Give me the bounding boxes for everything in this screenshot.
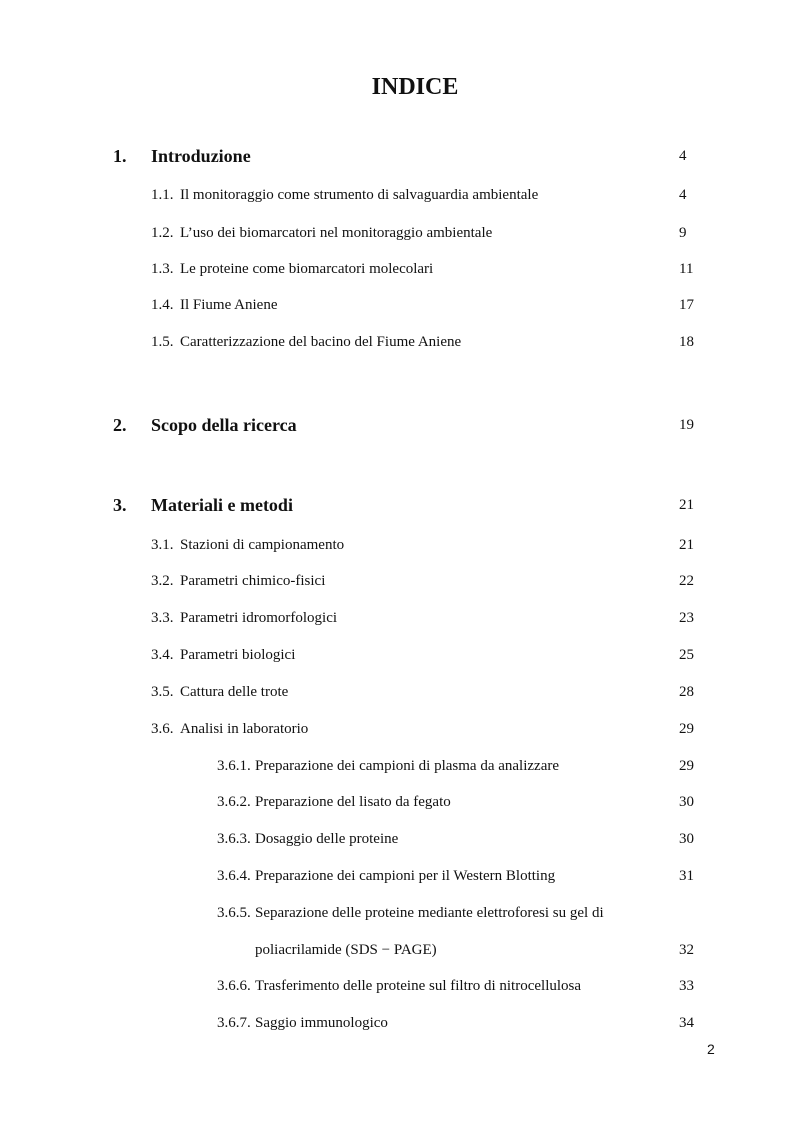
page-ref: 11 [679, 261, 694, 277]
section-title: Parametri biologici [180, 647, 296, 663]
page-ref: 9 [679, 225, 687, 241]
subsection-number: 3.6.6. [217, 978, 251, 994]
section-title: L’uso dei biomarcatori nel monitoraggio ambientale [180, 225, 493, 241]
subsection-number: 3.6.1. [217, 758, 251, 774]
page-ref: 17 [679, 297, 694, 313]
section-title: Parametri idromorfologici [180, 610, 338, 626]
subsection-number: 3.6.3. [217, 831, 251, 847]
chapter-number: 3. [113, 495, 127, 515]
subsection-number: 3.6.2. [217, 794, 251, 810]
section-number: 3.5. [151, 684, 174, 700]
page-ref: 21 [679, 537, 694, 553]
page-number: 2 [707, 1041, 715, 1057]
section-title: Analisi in laboratorio [180, 721, 309, 737]
page-ref: 33 [679, 978, 694, 994]
page-ref: 22 [679, 573, 694, 589]
subsection-number: 3.6.4. [217, 868, 251, 884]
section-title: Cattura delle trote [180, 684, 289, 700]
section-number: 3.2. [151, 573, 174, 589]
page-ref: 31 [679, 868, 694, 884]
section-title: Parametri chimico-fisici [180, 573, 326, 589]
section-number: 3.3. [151, 610, 174, 626]
page-ref: 4 [679, 148, 687, 164]
subsection-title: Separazione delle proteine mediante elettroforesi su gel di [255, 905, 604, 921]
page-ref: 19 [679, 417, 694, 433]
page-ref: 29 [679, 721, 694, 737]
chapter-number: 1. [113, 146, 127, 166]
section-number: 3.1. [151, 537, 174, 553]
subsection-number: 3.6.7. [217, 1015, 251, 1031]
page-title: INDICE [371, 74, 459, 100]
section-number: 1.4. [151, 297, 174, 313]
page-ref: 21 [679, 497, 694, 513]
subsection-title: Trasferimento delle proteine sul filtro di nitrocellulosa [255, 978, 582, 994]
section-title: Caratterizzazione del bacino del Fiume Aniene [180, 334, 462, 350]
page-ref: 29 [679, 758, 694, 774]
section-title: Il Fiume Aniene [180, 297, 278, 313]
section-title: Stazioni di campionamento [180, 537, 345, 553]
chapter-title: Scopo della ricerca [151, 415, 297, 435]
section-title: Il monitoraggio come strumento di salvaguardia ambientale [180, 187, 539, 203]
subsection-title: Saggio immunologico [255, 1015, 388, 1031]
page-ref: 28 [679, 684, 694, 700]
section-number: 3.6. [151, 721, 174, 737]
subsection-number: 3.6.5. [217, 905, 251, 921]
page-ref: 32 [679, 942, 694, 958]
page-ref: 23 [679, 610, 694, 626]
page-ref: 34 [679, 1015, 694, 1031]
subsection-title: Dosaggio delle proteine [255, 831, 399, 847]
chapter-title: Materiali e metodi [151, 495, 293, 515]
subsection-title: Preparazione dei campioni per il Western Blotting [255, 868, 556, 884]
section-number: 1.5. [151, 334, 174, 350]
section-number: 3.4. [151, 647, 174, 663]
subsection-title-line2: poliacrilamide (SDS − PAGE) [255, 942, 437, 958]
section-number: 1.2. [151, 225, 174, 241]
subsection-title: Preparazione del lisato da fegato [255, 794, 451, 810]
page-ref: 30 [679, 794, 694, 810]
chapter-number: 2. [113, 415, 127, 435]
page-ref: 25 [679, 647, 694, 663]
page-ref: 18 [679, 334, 694, 350]
section-title: Le proteine come biomarcatori molecolari [180, 261, 434, 277]
subsection-title: Preparazione dei campioni di plasma da analizzare [255, 758, 560, 774]
page-ref: 30 [679, 831, 694, 847]
section-number: 1.1. [151, 187, 174, 203]
chapter-title: Introduzione [151, 146, 251, 166]
page-ref: 4 [679, 187, 687, 203]
section-number: 1.3. [151, 261, 174, 277]
